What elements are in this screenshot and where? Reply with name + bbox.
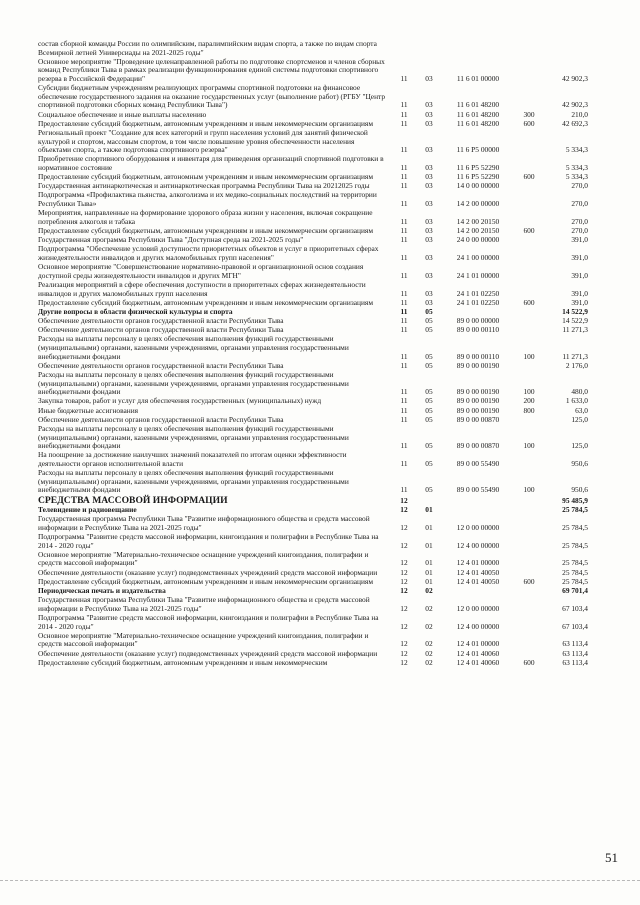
row-description: Предоставление субсидий бюджетным, автономным учреждениям и иным некоммерческим организациям [38,172,374,182]
target-article-code: 12 4 01 40050 [456,576,500,586]
row-description: Предоставление субсидий бюджетным, автономным учреждениям и иным некоммерческим организациям [38,297,374,307]
subsection-code: 03 [425,297,433,307]
subsection-code: 01 [425,567,433,577]
amount: 63 113,4 [562,657,588,667]
section-code: 11 [400,405,408,415]
section-code: 12 [400,621,408,631]
target-article-code: 12 4 01 40060 [456,648,500,658]
subsection-code: 02 [425,657,433,667]
target-article-code: 24 1 01 02250 [456,288,500,298]
amount: 270,0 [571,216,588,226]
amount: 125,0 [571,441,588,451]
amount: 391,0 [571,288,588,298]
target-article-code: 89 0 00 00870 [456,441,500,451]
subsection-code: 03 [425,235,433,245]
amount: 42 902,3 [562,100,588,110]
row-description: Иные бюджетные ассигнования [38,405,139,415]
target-article-code: 24 1 01 02250 [456,297,500,307]
table-row [38,632,590,649]
table-row [38,58,590,84]
amount: 950,6 [571,485,588,495]
table-row [38,614,590,631]
amount: 1 633,0 [565,396,588,406]
amount: 25 784,5 [562,567,588,577]
row-description: Обеспечение деятельности органов государственной власти Республики Тыва [38,414,284,424]
expense-type-code: 800 [523,405,535,415]
target-article-code: 11 6 01 48200 [456,118,500,128]
row-description: Основное мероприятие "Совершенствование нормативно-правовой и организационной основ создания доступной среды жизнедеятельности инвалидов и других МГН" [38,262,364,280]
target-article-code: 12 0 00 00000 [456,522,500,532]
page-number: 51 [605,850,618,865]
row-description: Расходы на выплаты персоналу в целях обеспечения выполнения функций государственными (муниципальными) органами, казенными учреждениями, органами управления государственными внебюджетными фондами [38,370,349,397]
expense-type-code: 100 [523,351,535,361]
section-code: 11 [400,441,408,451]
target-article-code: 11 6 01 48200 [456,100,500,110]
section-code: 11 [400,199,408,209]
expense-type-code: 100 [523,485,535,495]
budget-table [38,40,590,668]
amount: 125,0 [571,414,588,424]
section-code: 12 [400,567,408,577]
section-code: 11 [400,297,408,307]
target-article-code: 12 0 00 00000 [456,603,500,613]
subsection-code: 05 [425,306,433,316]
row-description: На поощрение за достижение наилучших значений показателей по итогам оценки эффективности деятельности органов исполнительной власти [38,450,347,468]
subsection-code: 05 [425,351,433,361]
section-code: 12 [400,648,408,658]
target-article-code: 89 0 00 00190 [456,387,500,397]
target-article-code: 89 0 00 00110 [456,325,500,335]
section-code: 11 [400,387,408,397]
subsection-code: 05 [425,405,433,415]
footer-divider [0,880,640,881]
row-description: Государственная программа Республики Тыва "Доступная среда на 2021-2025 годы" [38,235,304,245]
amount: 14 522,9 [562,316,588,326]
amount: 11 271,3 [562,351,588,361]
row-description: Предоставление субсидий бюджетным, автономным учреждениям и иным некоммерческим организациям [38,226,374,235]
row-description: Подпрограмма "Развитие средств массовой информации, книгоиздания и полиграфии в Республике Тыва на 2014 - 2020 годы" [38,532,379,550]
table-row [38,496,590,506]
table-row [38,191,590,208]
section-code: 11 [400,109,408,119]
subsection-code: 03 [425,288,433,298]
row-description: Периодическая печать и издательства [38,586,166,595]
target-article-code: 12 4 01 40060 [456,657,500,667]
amount: 63 113,4 [562,648,588,658]
subsection-code: 05 [425,441,433,451]
amount: 5 334,3 [565,172,588,182]
table-row [38,40,590,57]
section-code: 11 [400,172,408,182]
section-code: 11 [400,414,408,424]
row-description: Основное мероприятие "Материально-техническое оснащение учреждений книгоиздания, полиграфии и средств массовой информации" [38,630,369,649]
subsection-code: 05 [425,396,433,406]
table-row [38,245,590,262]
amount: 14 522,9 [562,306,588,316]
target-article-code: 89 0 00 55490 [456,458,500,468]
section-code: 12 [400,603,408,613]
section-code: 11 [400,181,408,191]
row-description: Обеспечение деятельности органов государственной власти Республики Тыва [38,316,284,326]
target-article-code: 24 0 00 00000 [456,235,500,245]
target-article-code: 89 0 00 00190 [456,396,500,406]
table-row [38,533,590,550]
subsection-code: 03 [425,145,433,155]
row-description: Обеспечение деятельности (оказание услуг) подведомственных учреждений средств массовой информации [38,567,378,577]
section-code: 11 [400,162,408,172]
section-code: 11 [400,252,408,262]
subsection-code: 03 [425,172,433,182]
target-article-code: 11 6 P5 00000 [456,145,500,155]
subsection-code: 02 [425,586,433,595]
section-code: 11 [400,216,408,226]
section-code: 12 [400,586,408,595]
amount: 480,0 [571,387,588,397]
row-description: Региональный проект "Создание для всех категорий и групп населения условий для занятий физической культурой и спортом, массовым спортом, в том числе повышение уровня обеспеченности населения объектами спорта, а также подготовка спортивного резерва" [38,127,368,155]
section-code: 12 [400,639,408,649]
amount: 25 784,5 [562,558,588,568]
subsection-code: 01 [425,558,433,568]
section-code: 12 [400,657,408,667]
table-row [38,551,590,568]
table-row [38,84,590,110]
row-description: Государственная программа Республики Тыва "Развитие информационного общества и средств массовой информации в Республике Тыва на 2021-2025 годы" [38,595,370,613]
row-description: Обеспечение деятельности (оказание услуг) подведомственных учреждений средств массовой информации [38,648,378,658]
subsection-code: 03 [425,181,433,191]
row-description: Основное мероприятие "Проведение целенаправленной работы по подготовке спортсменов и членов сборных команд Республики Тыва в рамках реализации функционирования единой системы подготовки спортивного резерва в Российской Федерации" [38,56,385,83]
row-description: Подпрограмма "Развитие средств массовой информации, книгоиздания и полиграфии в Республике Тыва на 2014 - 2020 годы" [38,612,379,631]
amount: 391,0 [571,235,588,245]
expense-type-code: 600 [523,226,535,235]
amount: 25 784,5 [562,576,588,586]
section-code: 12 [400,576,408,586]
row-description: Обеспечение деятельности органов государственной власти Республики Тыва [38,325,284,335]
table-row [38,650,590,659]
row-description: Подпрограмма "Обеспечение условий доступности приоритетных объектов и услуг в приоритетных сферах жизнедеятельности инвалидов и других маломобильных групп населения" [38,244,379,262]
section-code: 11 [400,396,408,406]
subsection-code: 03 [425,199,433,209]
expense-type-code: 600 [523,576,535,586]
subsection-code: 03 [425,270,433,280]
section-code: 11 [400,73,408,83]
amount: 5 334,3 [565,145,588,155]
amount: 42 902,3 [562,73,588,83]
table-row [38,469,590,495]
row-description: Другие вопросы в области физической культуры и спорта [38,306,233,316]
expense-type-code: 100 [523,387,535,397]
table-row [38,155,590,172]
table-row [38,659,590,668]
table-row [38,335,590,361]
section-code: 12 [400,522,408,532]
amount: 69 701,4 [562,586,588,595]
target-article-code: 89 0 00 00190 [456,405,500,415]
table-row [38,111,590,120]
expense-type-code: 100 [523,441,535,451]
section-code: 11 [400,360,408,370]
section-code: 11 [400,100,408,110]
amount: 67 103,4 [562,621,588,631]
section-code: 12 [400,505,408,515]
amount: 270,0 [571,226,588,235]
expense-type-code: 600 [523,172,535,182]
table-row [38,209,590,226]
section-code: 11 [400,235,408,245]
row-description: Расходы на выплаты персоналу в целях обеспечения выполнения функций государственными (муниципальными) органами, казенными учреждениями, органами управления государственными внебюджетными фондами [38,423,349,451]
target-article-code: 14 2 00 20150 [456,216,500,226]
amount: 25 784,5 [562,505,588,515]
row-description: Предоставление субсидий бюджетным, автономным учреждениям и иным некоммерческим организациям [38,118,374,128]
subsection-code: 05 [425,485,433,495]
target-article-code: 11 6 01 48200 [456,109,500,119]
section-code: 11 [400,306,408,316]
row-description: Подпрограмма «Профилактика пьянства, алкоголизма и их медико-социальных последствий на территории Республики Тыва» [38,190,377,209]
expense-type-code: 600 [523,297,535,307]
subsection-code: 03 [425,73,433,83]
amount: 270,0 [571,181,588,191]
section-code: 11 [400,325,408,335]
target-article-code: 89 0 00 00000 [456,316,500,326]
expense-type-code: 600 [523,118,535,128]
amount: 95 485,9 [562,495,588,505]
subsection-code: 01 [425,576,433,586]
subsection-code: 02 [425,639,433,649]
subsection-code: 05 [425,325,433,335]
table-row [38,263,590,280]
row-description: Расходы на выплаты персоналу в целях обеспечения выполнения функций государственными (муниципальными) органами, казенными учреждениями, органами управления государственными внебюджетными фондами [38,468,349,495]
amount: 210,0 [571,109,588,119]
section-code: 11 [400,270,408,280]
amount: 391,0 [571,252,588,262]
target-article-code: 89 0 00 00190 [456,360,500,370]
section-code: 11 [400,458,408,468]
subsection-code: 05 [425,316,433,326]
table-row [38,569,590,578]
row-description: Государственная антинаркотическая и антинаркотическая программа Республики Тыва на 20212025 годы [38,181,370,191]
subsection-code: 01 [425,540,433,550]
target-article-code: 12 4 00 00000 [456,540,500,550]
row-description: Основное мероприятие "Материально-техническое оснащение учреждений книгоиздания, полиграфии и средств массовой информации" [38,549,369,568]
table-row [38,425,590,451]
row-description: Субсидии бюджетным учреждениям реализующих программы спортивной подготовки на финансовое обеспечение государственного задания на оказание государственных услуг (выполнение работ) (РГБУ "Центр спортивной подготовки сборных команд Республики Тыва") [38,83,386,110]
amount: 5 334,3 [565,162,588,172]
target-article-code: 11 6 P5 52290 [456,162,500,172]
subsection-code: 01 [425,505,433,515]
subsection-code: 02 [425,621,433,631]
amount: 67 103,4 [562,603,588,613]
subsection-code: 05 [425,414,433,424]
amount: 270,0 [571,199,588,209]
subsection-code: 02 [425,603,433,613]
subsection-code: 02 [425,648,433,658]
row-description: Государственная программа Республики Тыва "Развитие информационного общества и средств массовой информации в Республике Тыва на 2021-2025 годы" [38,514,370,532]
subsection-code: 01 [425,522,433,532]
row-description: Закупка товаров, работ и услуг для обеспечения государственных (муниципальных) нужд [38,396,322,406]
amount: 11 271,3 [562,325,588,335]
amount: 42 692,3 [562,118,588,128]
amount: 950,6 [571,458,588,468]
section-code: 12 [400,558,408,568]
table-row [38,371,590,397]
target-article-code: 24 1 01 00000 [456,270,500,280]
table-row [38,407,590,416]
expense-type-code: 600 [523,657,535,667]
table-row [38,451,590,468]
table-row [38,129,590,155]
table-row [38,397,590,406]
target-article-code: 11 6 P5 52290 [456,172,500,182]
amount: 391,0 [571,270,588,280]
table-row [38,281,590,298]
amount: 63,0 [575,405,588,415]
expense-type-code: 200 [523,396,535,406]
section-code: 11 [400,145,408,155]
row-description: Мероприятия, направленные на формирование здорового образа жизни у населения, включая сокращение потребления алкоголя и табака [38,208,373,226]
subsection-code: 05 [425,458,433,468]
target-article-code: 89 0 00 00110 [456,351,500,361]
target-article-code: 12 4 01 00000 [456,639,500,649]
target-article-code: 14 2 00 00000 [456,199,500,209]
subsection-code: 03 [425,100,433,110]
subsection-code: 03 [425,216,433,226]
row-description: Предоставление субсидий бюджетным, автономным учреждениям и иным некоммерческим [38,657,328,667]
target-article-code: 14 0 00 00000 [456,181,500,191]
table-row [38,515,590,532]
subsection-code: 03 [425,162,433,172]
subsection-code: 03 [425,109,433,119]
row-description: Телевидение и радиовещание [38,505,137,515]
expense-type-code: 300 [523,109,535,119]
subsection-code: 03 [425,118,433,128]
subsection-code: 05 [425,360,433,370]
section-code: 12 [400,540,408,550]
target-article-code: 12 4 00 00000 [456,621,500,631]
row-description: Реализация мероприятий в сфере обеспечения доступности в приоритетных сферах жизнедеятельности инвалидов и других маломобильных групп населения [38,279,366,298]
table-row [38,596,590,613]
section-code: 11 [400,485,408,495]
amount: 25 784,5 [562,540,588,550]
subsection-code: 03 [425,252,433,262]
row-description: СРЕДСТВА МАССОВОЙ ИНФОРМАЦИИ [38,494,228,506]
amount: 25 784,5 [562,522,588,532]
subsection-code: 03 [425,226,433,235]
row-description: Обеспечение деятельности органов государственной власти Республики Тыва [38,360,284,370]
target-article-code: 89 0 00 00870 [456,414,500,424]
row-description: Приобретение спортивного оборудования и инвентаря для приведения организаций спортивной подготовки в нормативное состояние [38,154,384,172]
amount: 391,0 [571,297,588,307]
subsection-code: 05 [425,387,433,397]
target-article-code: 24 1 00 00000 [456,252,500,262]
target-article-code: 14 2 00 20150 [456,226,500,235]
target-article-code: 12 4 01 00000 [456,558,500,568]
amount: 2 176,0 [565,360,588,370]
section-code: 11 [400,226,408,235]
section-code: 11 [400,316,408,326]
section-code: 11 [400,118,408,128]
target-article-code: 89 0 00 55490 [456,485,500,495]
row-description: Расходы на выплаты персоналу в целях обеспечения выполнения функций государственными (муниципальными) органами, казенными учреждениями, органами управления государственными внебюджетными фондами [38,334,349,361]
target-article-code: 11 6 01 00000 [456,73,500,83]
target-article-code: 12 4 01 40050 [456,567,500,577]
section-code: 11 [400,351,408,361]
amount: 63 113,4 [562,639,588,649]
row-description: Предоставление субсидий бюджетным, автономным учреждениям и иным некоммерческим организациям [38,576,374,586]
section-code: 11 [400,288,408,298]
row-description: Социальное обеспечение и иные выплаты населению [38,109,207,119]
section-code: 12 [400,495,408,505]
row-description: состав сборной команды России по олимпийским, паралимпийским видам спорта, а также по видам спорта Всемирной летней Универсиады на 2021-2025 годы" [38,39,377,57]
